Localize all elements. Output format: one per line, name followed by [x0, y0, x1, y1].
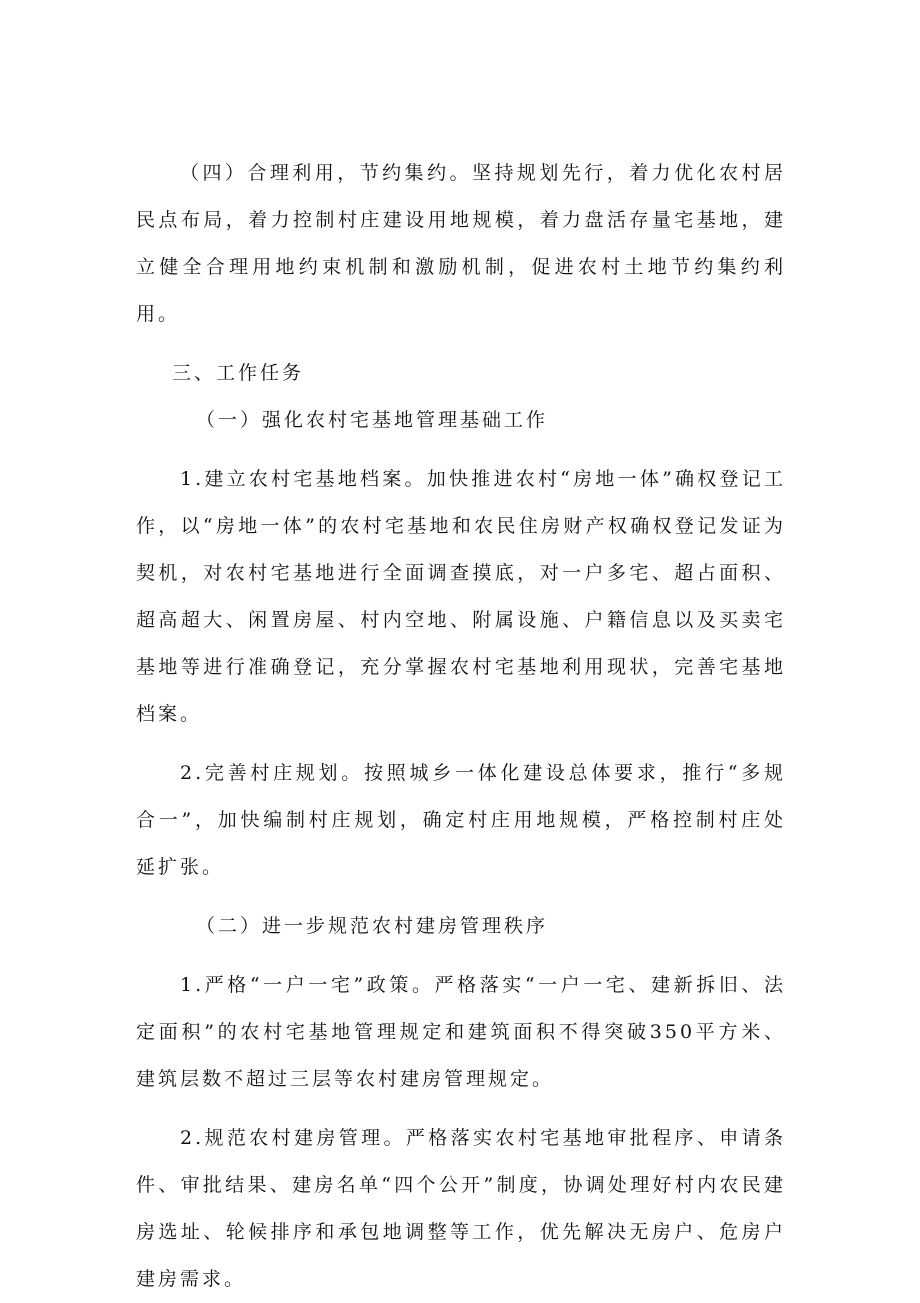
paragraph-item-1-1: 1.建立农村宅基地档案。加快推进农村“房地一体”确权登记工作，以“房地一体”的农村宅基地和农民住房财产权确权登记发证为契机，对农村宅基地进行全面调查摸底，对一户多宅、超占面积、超高超大、闲置房屋、村内空地、附属设施、户籍信息以及买卖宅基地等进行准确登记，充分掌握农村宅基地利用现状，完善宅基地档案。 — [136, 468, 786, 725]
subheading-2: （二）进一步规范农村建房管理秩序 — [196, 915, 549, 937]
section-heading-work-tasks: 三、工作任务 — [172, 362, 305, 384]
subheading-1: （一）强化农村宅基地管理基础工作 — [196, 409, 549, 431]
paragraph-item-1-2: 2.完善村庄规划。按照城乡一体化建设总体要求，推行“多规合一”，加快编制村庄规划，确定村庄用地规模，严格控制村庄处延扩张。 — [136, 762, 786, 878]
paragraph-item-2-1: 1.严格“一户一宅”政策。严格落实“一户一宅、建新拆旧、法定面积”的农村宅基地管理规定和建筑面积不得突破350平方米、建筑层数不超过三层等农村建房管理规定。 — [136, 974, 786, 1090]
paragraph-item-2-2: 2.规范农村建房管理。严格落实农村宅基地审批程序、申请条件、审批结果、建房名单“四个公开”制度，协调处理好村内农民建房选址、轮候排序和承包地调整等工作，优先解决无房户、危房户建房需求。 — [136, 1127, 786, 1290]
paragraph-principle-4: （四）合理利用，节约集约。坚持规划先行，着力优化农村居民点布局，着力控制村庄建设用地规模，着力盘活存量宅基地，建立健全合理用地约束机制和激励机制，促进农村土地节约集约利用。 — [136, 162, 786, 325]
document-body — [136, 150, 786, 1303]
